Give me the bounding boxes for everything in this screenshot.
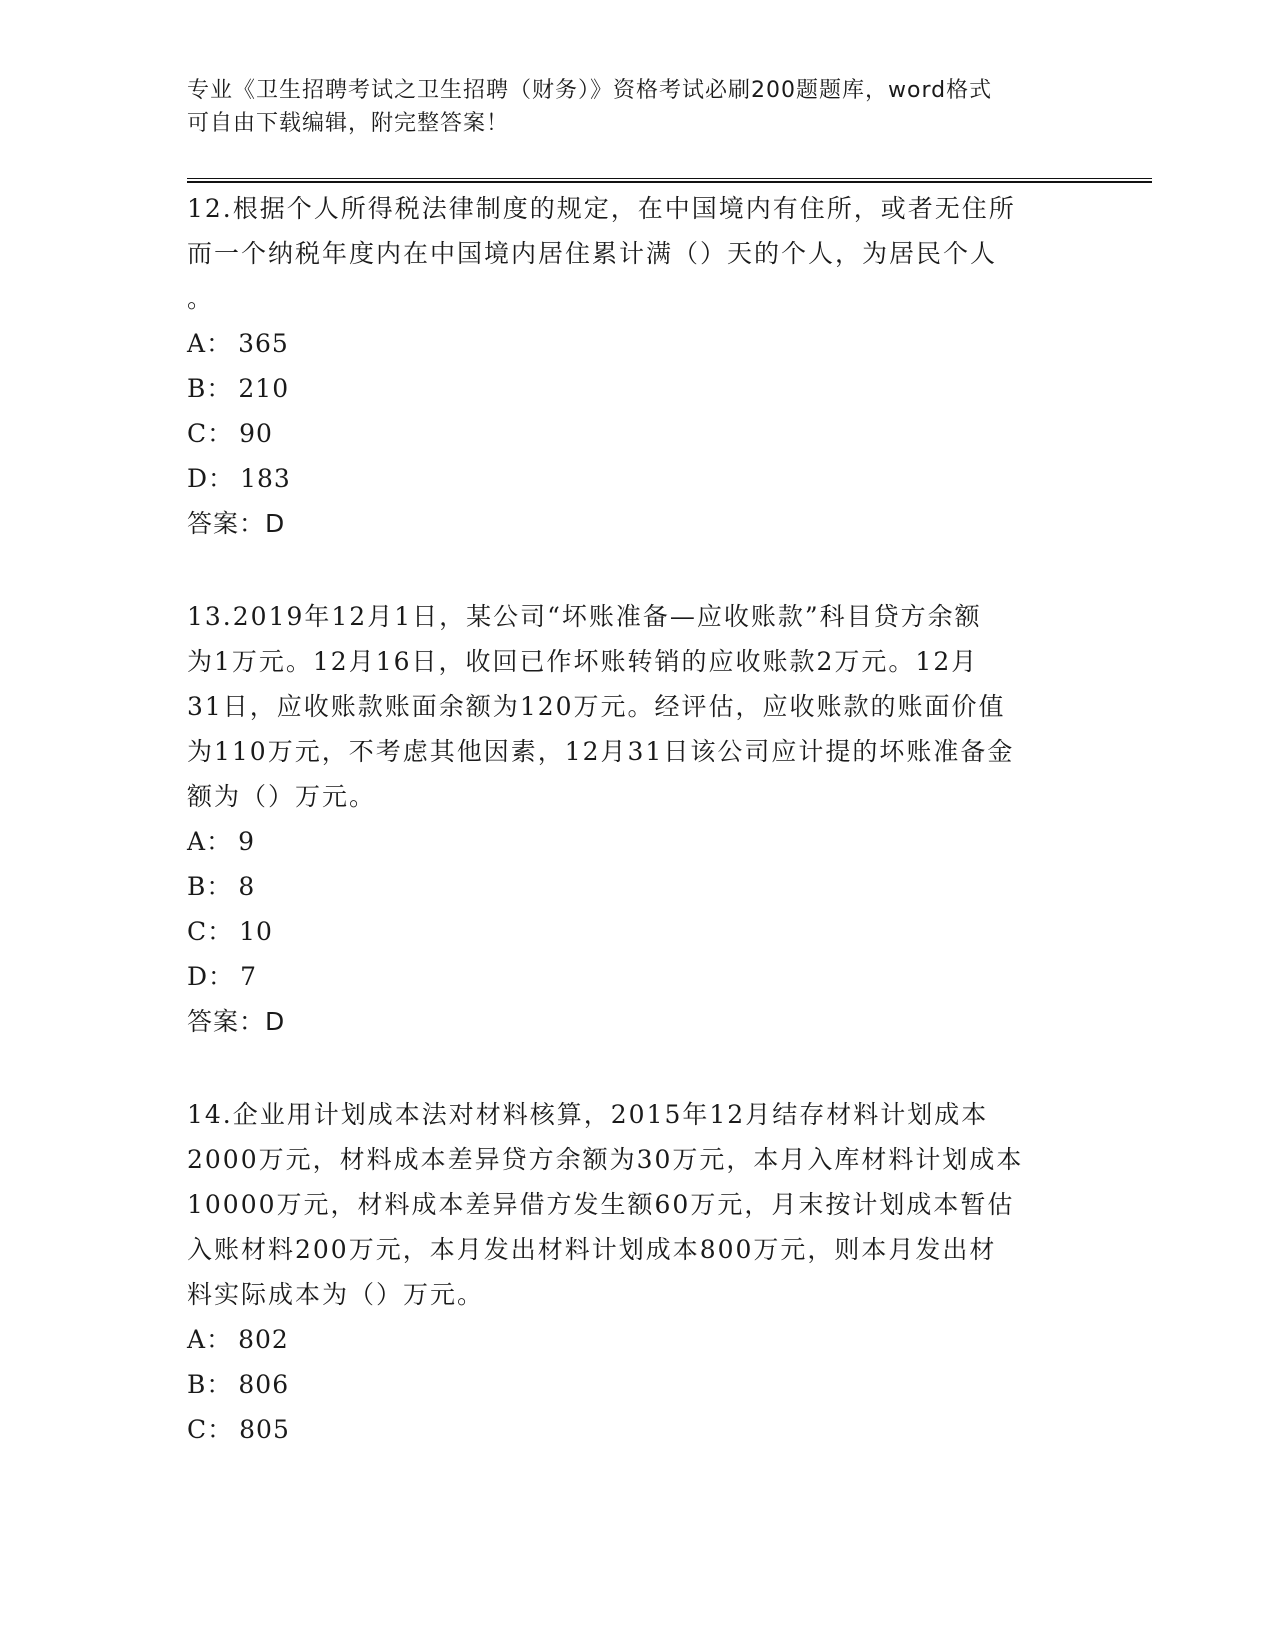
option-text: 90: [239, 419, 273, 448]
header-divider: [187, 178, 1152, 183]
header-title-line-2: 可自由下载编辑，附完整答案！: [187, 111, 510, 136]
answer-line: 答案：D: [187, 509, 286, 538]
option-text: 8: [238, 872, 256, 901]
question-14: [187, 1092, 1087, 1452]
option-separator: ：: [207, 917, 234, 946]
option-text: 802: [238, 1325, 289, 1354]
option-b: [187, 864, 1087, 909]
option-text: 805: [239, 1415, 290, 1444]
question-13: [187, 594, 1087, 1044]
option-a: [187, 819, 1087, 864]
option-separator: ：: [207, 1415, 234, 1444]
answer-line: 答案：D: [187, 1007, 286, 1036]
option-separator: ：: [206, 374, 233, 403]
option-letter: A: [187, 827, 207, 856]
option-letter: A: [187, 329, 207, 358]
option-letter: C: [187, 1415, 208, 1444]
question-stem: 14.企业用计划成本法对材料核算，2015年12月结存材料计划成本 2000万元，材料成本差异贷方余额为30万元，本月入库材料计划成本 10000万元，材料成本差异借方发生额60万元，月末按计划成本暂估 入账材料200万元，本月发出材料计划成本800万元，则本月发出材 料实际成本为（）万元。: [187, 1100, 1024, 1309]
option-b: [187, 366, 1087, 411]
option-text: 365: [238, 329, 289, 358]
question-list: [187, 186, 1087, 1500]
option-letter: B: [187, 872, 207, 901]
option-letter: D: [187, 962, 209, 991]
option-text: 7: [240, 962, 257, 991]
option-text: 9: [238, 827, 255, 856]
option-separator: ：: [206, 872, 233, 901]
option-letter: B: [187, 374, 207, 403]
option-a: [187, 1317, 1087, 1362]
option-d: [187, 456, 1087, 501]
question-stem: 13.2019年12月1日，某公司“坏账准备—应收账款”科目贷方余额 为1万元。12月16日，收回已作坏账转销的应收账款2万元。12月 31日，应收账款账面余额为120万元。经评估，应收账款的账面价值 为110万元，不考虑其他因素，12月31日该公司应计提的坏账准备金 额为（）万元。: [187, 602, 1015, 811]
option-separator: ：: [208, 464, 235, 493]
option-letter: D: [187, 464, 209, 493]
option-letter: C: [187, 917, 208, 946]
option-separator: ：: [206, 329, 233, 358]
option-c: [187, 411, 1087, 456]
option-letter: B: [187, 1370, 207, 1399]
option-text: 806: [238, 1370, 290, 1399]
question-stem: 12.根据个人所得税法律制度的规定，在中国境内有住所，或者无住所 而一个纳税年度内在中国境内居住累计满（）天的个人，为居民个人 。: [187, 194, 1016, 313]
document-header: [187, 74, 1087, 140]
option-letter: C: [187, 419, 208, 448]
option-separator: ：: [206, 827, 233, 856]
question-12: [187, 186, 1087, 546]
option-text: 183: [240, 464, 291, 493]
option-c: [187, 909, 1087, 954]
option-separator: ：: [207, 419, 234, 448]
option-separator: ：: [206, 1325, 233, 1354]
option-separator: ：: [208, 962, 235, 991]
option-text: 10: [239, 917, 273, 946]
option-b: [187, 1362, 1087, 1407]
header-title-line-1: 专业《卫生招聘考试之卫生招聘（财务）》资格考试必刷200题题库，word格式: [187, 78, 993, 103]
option-c: [187, 1407, 1087, 1452]
option-d: [187, 954, 1087, 999]
option-text: 210: [238, 374, 290, 403]
option-letter: A: [187, 1325, 207, 1354]
option-separator: ：: [206, 1370, 233, 1399]
option-a: [187, 321, 1087, 366]
